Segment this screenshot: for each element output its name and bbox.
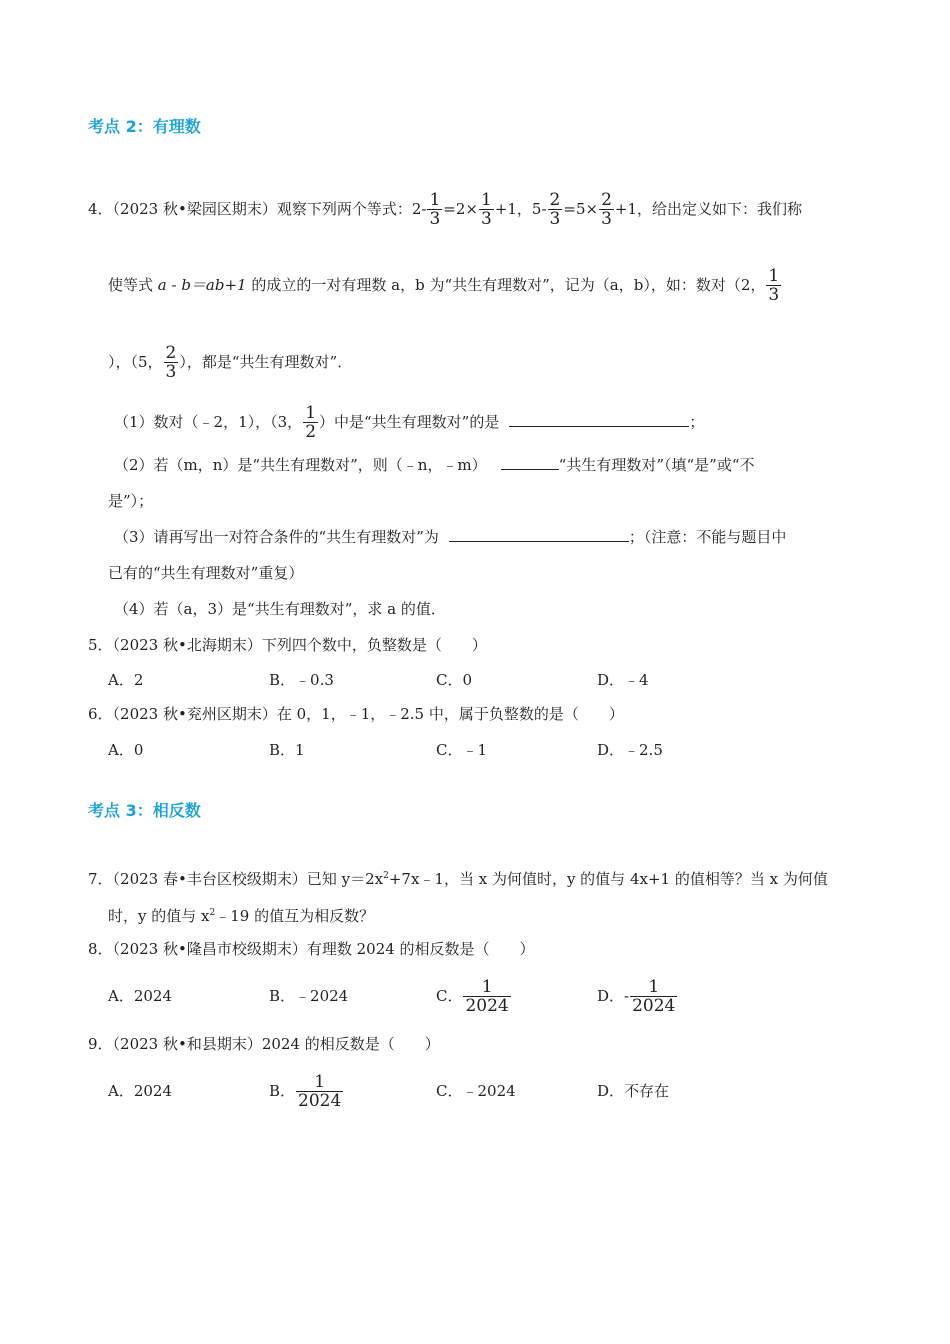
superscript: 2 (383, 871, 389, 881)
q5-option-d[interactable]: D．﹣4 (597, 671, 649, 689)
question-text: （2023 秋•隆昌市校级期末）有理数 2024 的相反数是（ ） (112, 940, 535, 958)
question-text: =5× (563, 200, 599, 218)
option-label: B． (269, 1082, 296, 1100)
fraction-two-thirds: $\frac{2}{3}$ (165, 343, 177, 382)
question-text: （2023 春•丰台区校级期末）已知 y＝2x (112, 870, 384, 888)
question-text: +7x﹣1，当 x 为何值时，y 的值与 4x+1 的值相等？当 x 为何值 (388, 870, 828, 888)
fraction-one-over-2024: $\frac{1}{2024}$ (632, 977, 676, 1016)
question-4-part-1 (114, 405, 704, 441)
question-source: （2023 秋•梁园区期末） (112, 200, 277, 218)
question-text: ），（5， (108, 353, 163, 371)
question-9 (88, 1034, 440, 1054)
fraction-one-over-2024: $\frac{1}{2024}$ (465, 977, 509, 1016)
fraction-two-thirds: $\frac{2}{3}$ (601, 190, 612, 229)
question-text: 的成立的一对有理数 a，b 为“共生有理数对”，记为（a，b），如：数对（2， (251, 276, 766, 294)
fraction-one-half: $\frac{1}{2}$ (305, 403, 317, 442)
question-text: ﹣19 的值互为相反数？ (215, 907, 375, 925)
q9-option-c[interactable]: C．﹣2024 (436, 1082, 516, 1100)
question-4-line-1 (88, 192, 802, 228)
superscript: 2 (209, 908, 216, 918)
question-text: +1，5- (494, 200, 547, 218)
q6-option-a[interactable]: A．0 (108, 741, 144, 759)
question-text: （2023 秋•北海期末）下列四个数中，负整数是（ ） (112, 636, 487, 654)
question-text: ）中是“共生有理数对”的是 (319, 413, 500, 431)
question-text: （3）请再写出一对符合条件的“共生有理数对”为 (114, 528, 439, 546)
question-number: 9． (88, 1035, 113, 1053)
option-label: C． (436, 987, 463, 1005)
question-text: （2023 秋•兖州区期末）在 0，1，﹣1，﹣2.5 中，属于负整数的是（ ） (112, 705, 624, 723)
question-text: 观察下列两个等式：2- (276, 200, 427, 218)
question-text: 使等式 (108, 276, 154, 294)
q6-option-b[interactable]: B．1 (269, 741, 305, 759)
question-7-line-2 (108, 903, 374, 926)
q5-option-b[interactable]: B．﹣0.3 (269, 671, 334, 689)
section-heading-opposite-numbers: 考点 3：相反数 (88, 801, 201, 820)
q5-option-a[interactable]: A．2 (108, 671, 144, 689)
q8-option-c[interactable] (436, 974, 512, 1018)
question-4-part-2 (114, 455, 755, 475)
question-text: ；（注意：不能与题目中 (628, 528, 787, 546)
formula: a - b＝ab+1 (153, 276, 252, 294)
question-text: =2× (443, 200, 478, 218)
fraction-one-third: $\frac{1}{3}$ (480, 190, 492, 229)
question-text: （2023 秋•和县期末）2024 的相反数是（ ） (112, 1035, 440, 1053)
fraction-one-over-2024: $\frac{1}{2024}$ (298, 1072, 342, 1111)
question-text: ），都是“共生有理数对”． (179, 353, 353, 371)
question-4-part-3 (114, 527, 786, 547)
question-4-part-2-cont: 是”）； (108, 492, 154, 510)
question-7-line-1 (88, 866, 828, 889)
question-5 (88, 635, 487, 655)
option-label: D．- (597, 987, 630, 1005)
fraction-two-thirds: $\frac{2}{3}$ (549, 190, 561, 229)
q6-option-d[interactable]: D．﹣2.5 (597, 741, 663, 759)
question-text: “共生有理数对”（填“是”或“不 (558, 456, 755, 474)
question-text: （1）数对（﹣2，1），（3， (114, 413, 303, 431)
answer-blank[interactable] (509, 412, 689, 427)
q8-option-a[interactable]: A．2024 (108, 987, 173, 1005)
answer-blank[interactable] (501, 455, 559, 470)
question-number: 6． (88, 705, 113, 723)
question-text: ； (689, 413, 705, 431)
question-4-part-4: （4）若（a，3）是“共生有理数对”，求 a 的值． (114, 600, 446, 618)
q9-option-d[interactable]: D．不存在 (597, 1082, 670, 1100)
question-text: （2）若（m，n）是“共生有理数对”，则（﹣n，﹣m） (114, 456, 487, 474)
question-number: 4． (88, 200, 113, 218)
q8-option-d[interactable] (597, 974, 678, 1018)
question-4-line-2 (108, 268, 782, 304)
fraction-one-third: $\frac{1}{3}$ (429, 190, 441, 229)
question-4-line-3 (108, 345, 352, 381)
q9-option-a[interactable]: A．2024 (108, 1082, 173, 1100)
fraction-one-third: $\frac{1}{3}$ (768, 266, 780, 305)
question-8 (88, 939, 535, 959)
answer-blank[interactable] (449, 527, 629, 542)
question-4-part-3-cont: 已有的“共生有理数对”重复） (108, 564, 304, 582)
question-text: +1，给出定义如下：我们称 (614, 200, 803, 218)
question-number: 8． (88, 940, 113, 958)
q8-option-b[interactable]: B．﹣2024 (269, 987, 349, 1005)
question-6 (88, 704, 624, 724)
q5-option-c[interactable]: C．0 (436, 671, 473, 689)
question-number: 5． (88, 636, 113, 654)
question-number: 7． (88, 870, 113, 888)
q6-option-c[interactable]: C．﹣1 (436, 741, 488, 759)
section-heading-rational-numbers: 考点 2：有理数 (88, 117, 201, 136)
question-text: 时，y 的值与 x (108, 907, 210, 925)
q9-option-b[interactable] (269, 1069, 344, 1113)
